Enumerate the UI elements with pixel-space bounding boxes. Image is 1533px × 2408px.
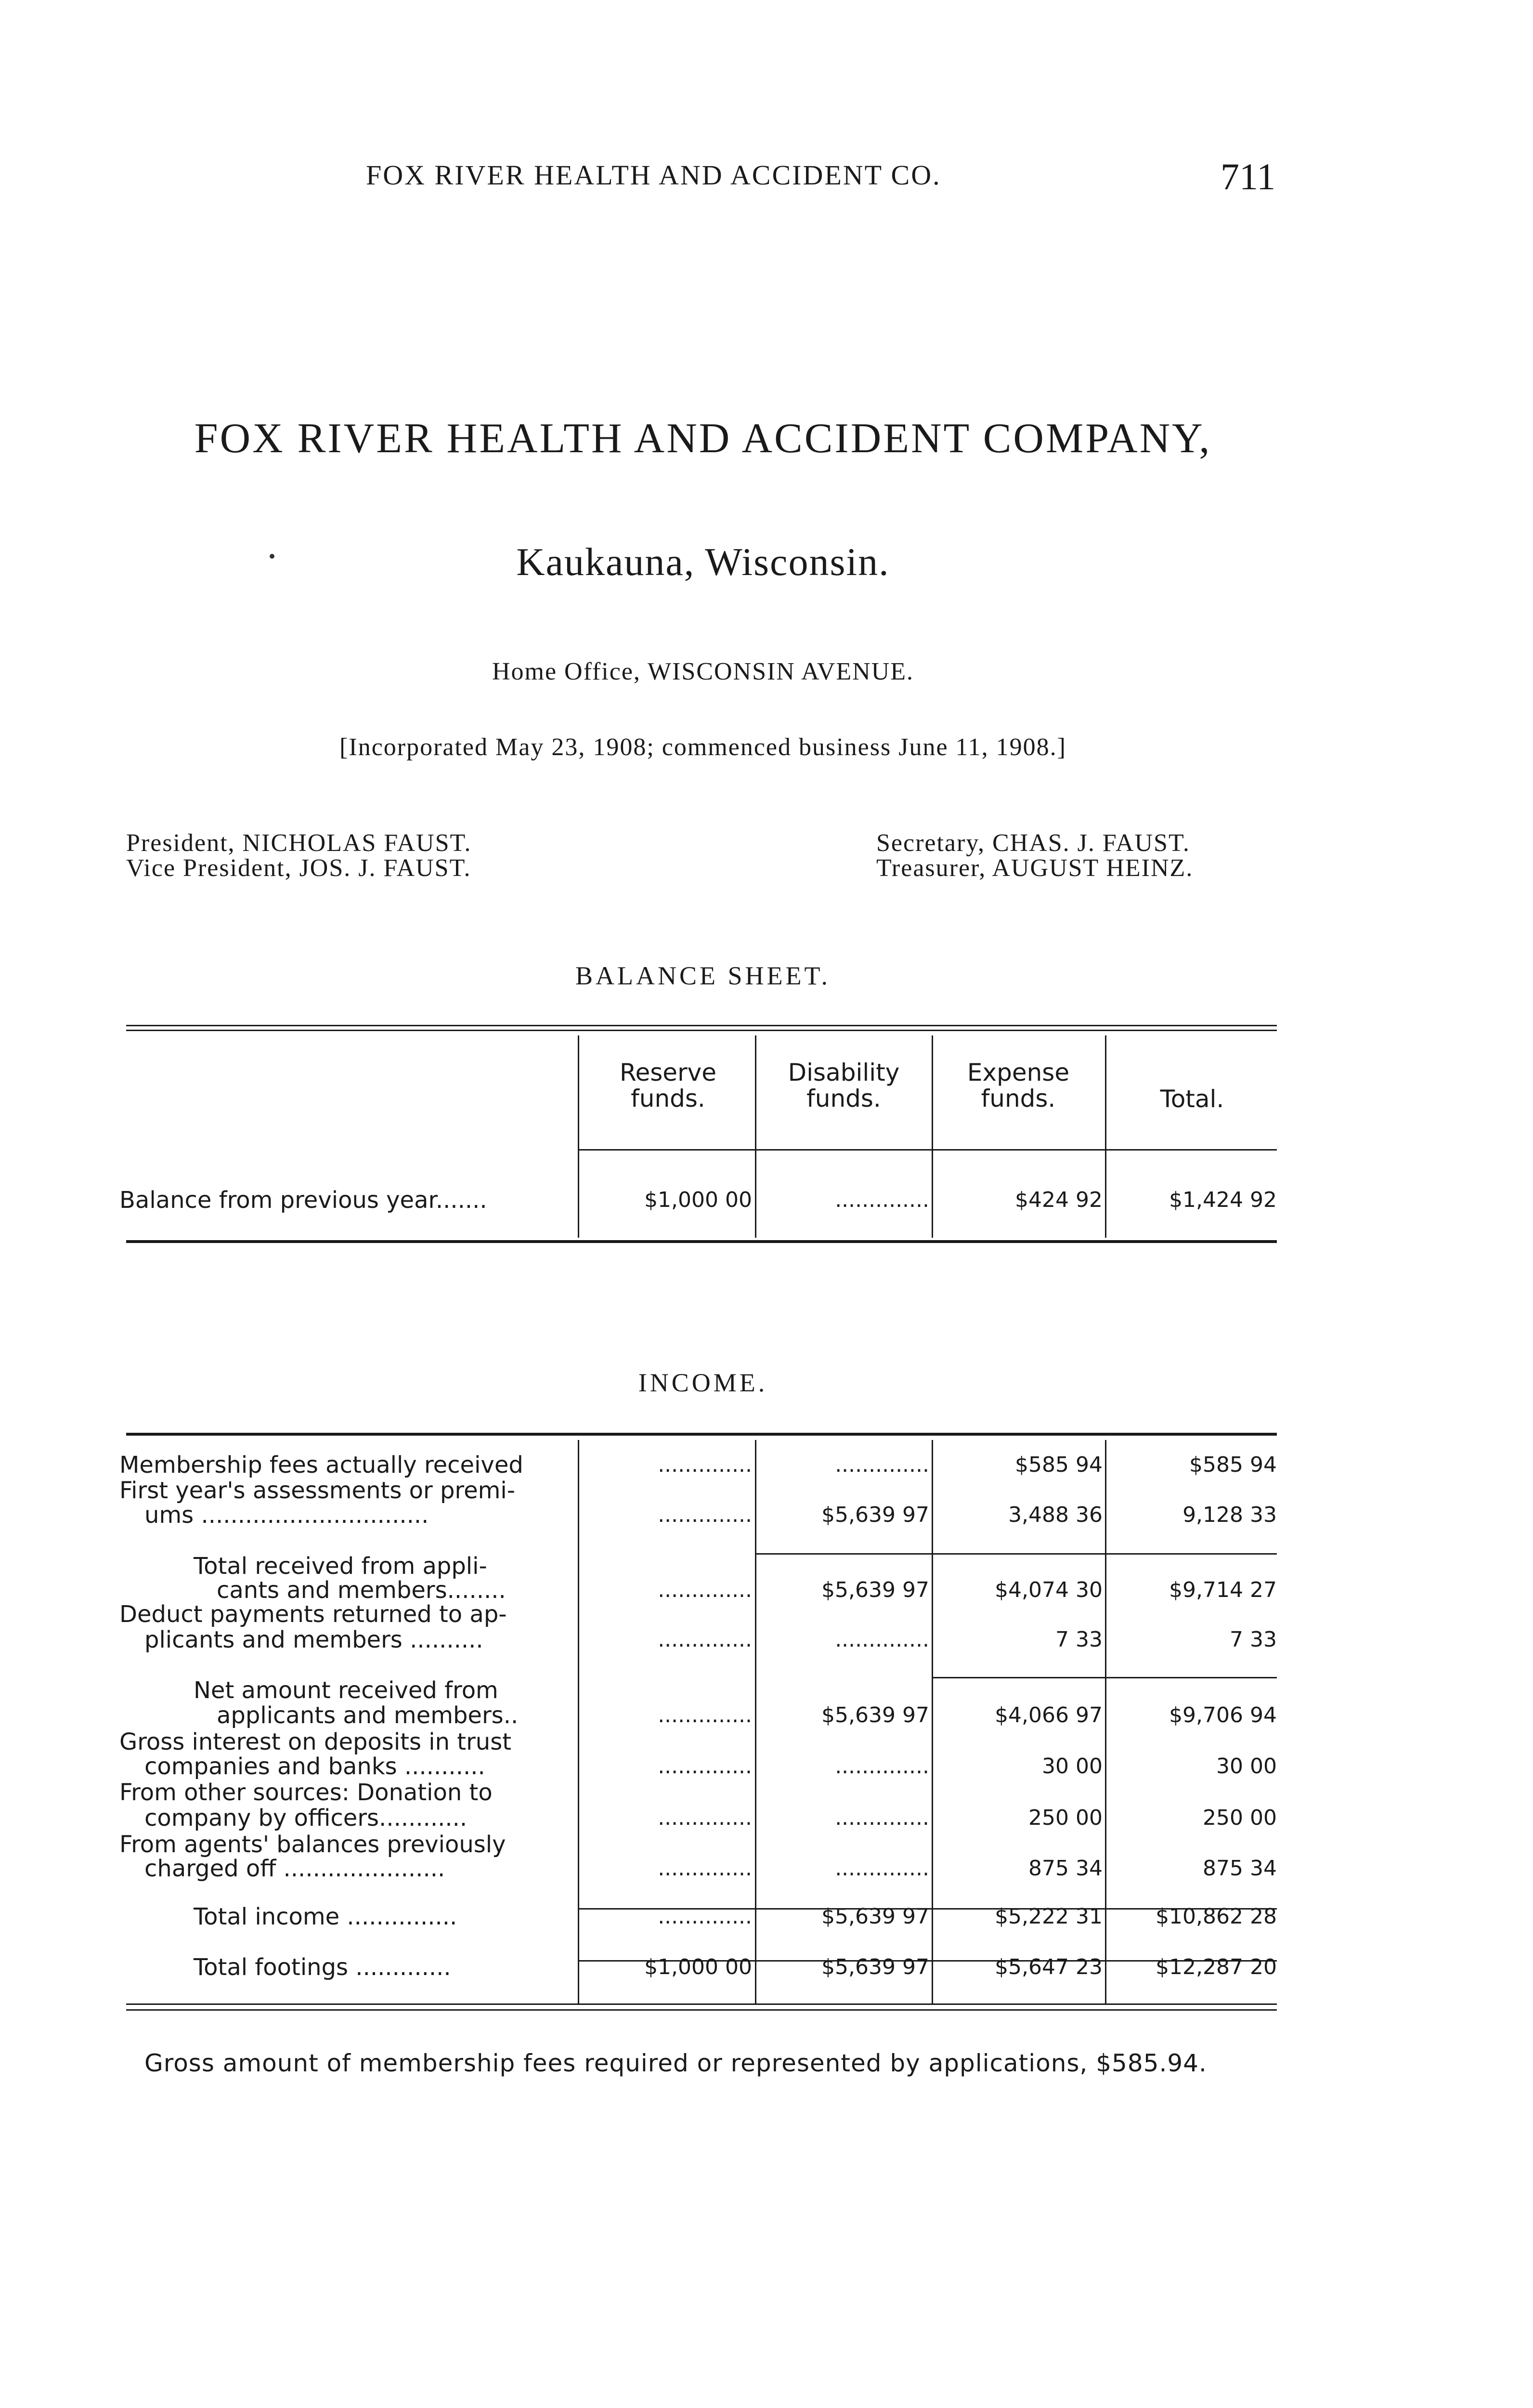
balance-total: $1,424 92 xyxy=(1169,1188,1277,1212)
income-expense-cell: $5,647 23 xyxy=(995,1955,1103,1979)
balance-expense: $424 92 xyxy=(1015,1188,1103,1212)
income-expense-cell: 3,488 36 xyxy=(1008,1503,1103,1527)
income-expense-cell: 250 00 xyxy=(1028,1806,1103,1830)
running-title: FOX RIVER HEALTH AND ACCIDENT CO. xyxy=(366,159,941,191)
column-divider xyxy=(932,1035,933,1238)
treasurer: Treasurer, AUGUST HEINZ. xyxy=(876,854,1194,882)
income-row-label: From agents' balances previously xyxy=(119,1831,506,1858)
table-bottom-rule xyxy=(126,2003,1277,2005)
balance-disability: .............. xyxy=(835,1188,929,1212)
subtotal-rule xyxy=(932,1677,1277,1678)
column-header-disability: Disability funds. xyxy=(788,1059,900,1112)
footnote: Gross amount of membership fees required or represented by applications, $585.94. xyxy=(144,2049,1207,2077)
income-expense-cell: 30 00 xyxy=(1042,1754,1103,1779)
income-row-label-cont: plicants and members .......... xyxy=(144,1626,483,1653)
income-row-label-cont: company by officers............ xyxy=(144,1805,468,1832)
income-expense-cell: $4,074 30 xyxy=(995,1578,1103,1602)
income-reserve-cell: $1,000 00 xyxy=(644,1955,752,1979)
income-row-label-cont: ums ............................... xyxy=(144,1502,429,1529)
column-header-total: Total. xyxy=(1160,1085,1224,1113)
income-total-cell: 875 34 xyxy=(1203,1856,1277,1881)
income-expense-cell: 7 33 xyxy=(1055,1627,1103,1652)
income-total-cell: $9,714 27 xyxy=(1169,1578,1277,1602)
header-rule xyxy=(578,1149,1277,1151)
income-reserve-cell: .............. xyxy=(658,1578,752,1602)
column-divider xyxy=(1105,1035,1106,1238)
income-row-label: Total received from appli- xyxy=(194,1553,487,1580)
page-number: 711 xyxy=(1221,156,1276,197)
income-row-label: Deduct payments returned to ap- xyxy=(119,1601,507,1628)
income-reserve-cell: .............. xyxy=(658,1856,752,1881)
table-top-rule xyxy=(126,1025,1277,1026)
income-row-label: First year's assessments or premi- xyxy=(119,1477,516,1504)
income-disability-cell: $5,639 97 xyxy=(821,1578,929,1602)
income-row-label-cont: charged off ...................... xyxy=(144,1855,445,1882)
income-expense-cell: $585 94 xyxy=(1015,1453,1103,1477)
income-disability-cell: $5,639 97 xyxy=(821,1703,929,1727)
home-office: Home Office, WISCONSIN AVENUE. xyxy=(492,658,914,685)
income-disability-cell: .............. xyxy=(835,1806,929,1830)
income-disability-cell: $5,639 97 xyxy=(821,1904,929,1929)
balance-label: Balance from previous year....... xyxy=(119,1187,487,1214)
income-reserve-cell: .............. xyxy=(658,1453,752,1477)
income-disability-cell: .............. xyxy=(835,1856,929,1881)
president: President, NICHOLAS FAUST. xyxy=(126,829,472,857)
income-row-label-cont: companies and banks ........... xyxy=(144,1753,485,1780)
income-total-cell: $9,706 94 xyxy=(1169,1703,1277,1727)
income-reserve-cell: .............. xyxy=(658,1703,752,1727)
income-total-cell: 250 00 xyxy=(1203,1806,1277,1830)
income-disability-cell: .............. xyxy=(835,1453,929,1477)
income-reserve-cell: .............. xyxy=(658,1806,752,1830)
column-header-expense: Expense funds. xyxy=(967,1059,1070,1112)
income-total-cell: $12,287 20 xyxy=(1156,1955,1277,1979)
subtotal-rule xyxy=(755,1553,1277,1555)
column-divider xyxy=(578,1440,579,2003)
income-row-label: Net amount received from xyxy=(194,1677,498,1704)
income-heading: INCOME. xyxy=(638,1368,768,1397)
income-reserve-cell: .............. xyxy=(658,1503,752,1527)
income-row-label-cont: applicants and members.. xyxy=(217,1702,519,1729)
income-row-label: From other sources: Donation to xyxy=(119,1779,493,1806)
income-total-cell: 30 00 xyxy=(1216,1754,1277,1779)
column-divider xyxy=(932,1440,933,2003)
table-bottom-rule xyxy=(126,2009,1277,2011)
income-total-cell: $10,862 28 xyxy=(1156,1904,1277,1929)
balance-reserve: $1,000 00 xyxy=(644,1188,752,1212)
income-row-label: Total income ............... xyxy=(194,1903,457,1930)
speck xyxy=(270,554,274,559)
column-divider xyxy=(1105,1440,1106,2003)
income-expense-cell: $4,066 97 xyxy=(995,1703,1103,1727)
incorporation-note: [Incorporated May 23, 1908; commenced business June 11, 1908.] xyxy=(339,733,1066,761)
income-total-cell: $585 94 xyxy=(1189,1453,1277,1477)
income-expense-cell: $5,222 31 xyxy=(995,1904,1103,1929)
table-bottom-rule xyxy=(126,1240,1277,1243)
officers-right xyxy=(876,831,1193,881)
column-divider xyxy=(578,1035,579,1238)
income-row-label: Membership fees actually received xyxy=(119,1452,523,1479)
table-top-rule xyxy=(126,1030,1277,1031)
income-reserve-cell: .............. xyxy=(658,1754,752,1779)
officers-left xyxy=(126,831,471,881)
column-header-reserve: Reserve funds. xyxy=(620,1059,716,1112)
secretary: Secretary, CHAS. J. FAUST. xyxy=(876,829,1190,857)
income-disability-cell: .............. xyxy=(835,1627,929,1652)
income-reserve-cell: .............. xyxy=(658,1627,752,1652)
income-row-label-cont: cants and members........ xyxy=(217,1577,506,1604)
column-divider xyxy=(755,1035,756,1238)
column-divider xyxy=(755,1440,756,2003)
balance-sheet-heading: BALANCE SHEET. xyxy=(575,961,831,990)
company-city: Kaukauna, Wisconsin. xyxy=(516,540,890,584)
income-expense-cell: 875 34 xyxy=(1028,1856,1103,1881)
income-total-cell: 7 33 xyxy=(1230,1627,1277,1652)
income-disability-cell: $5,639 97 xyxy=(821,1955,929,1979)
income-disability-cell: .............. xyxy=(835,1754,929,1779)
income-row-label: Total footings ............. xyxy=(194,1954,451,1981)
income-disability-cell: $5,639 97 xyxy=(821,1503,929,1527)
vice-president: Vice President, JOS. J. FAUST. xyxy=(126,854,471,882)
company-name: FOX RIVER HEALTH AND ACCIDENT COMPANY, xyxy=(194,415,1212,462)
table-top-rule xyxy=(126,1433,1277,1436)
income-total-cell: 9,128 33 xyxy=(1182,1503,1277,1527)
income-reserve-cell: .............. xyxy=(658,1904,752,1929)
income-row-label: Gross interest on deposits in trust xyxy=(119,1728,512,1755)
